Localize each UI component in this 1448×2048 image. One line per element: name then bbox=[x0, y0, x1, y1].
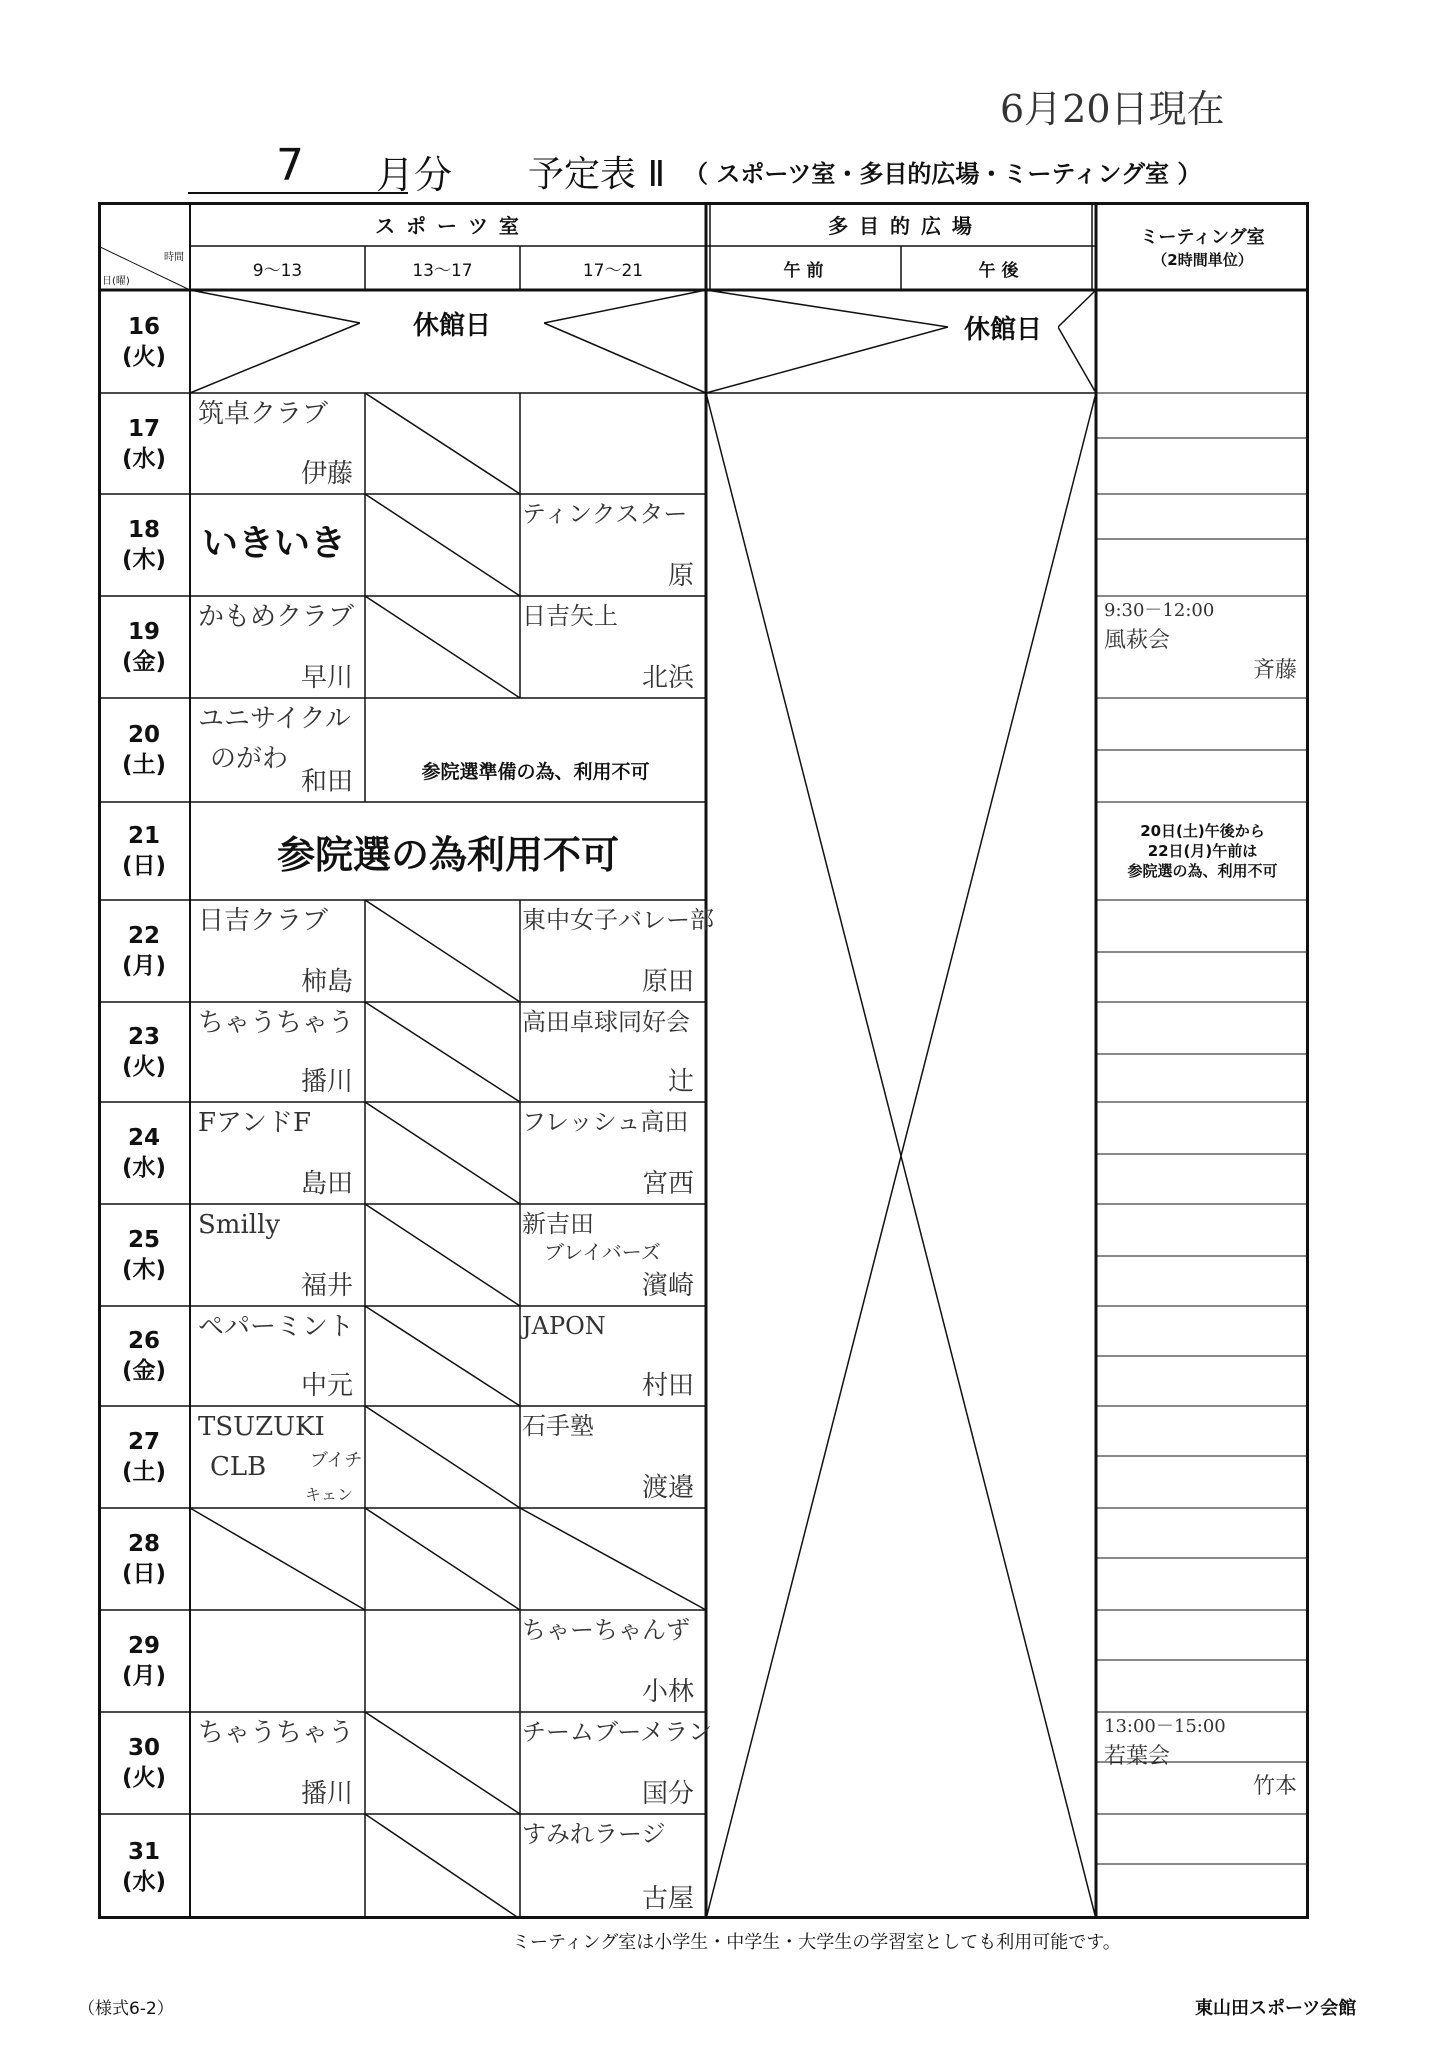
closed-mark bbox=[1058, 290, 1096, 327]
day-number: 30 bbox=[127, 1735, 160, 1761]
booking-group: ユニサイクル bbox=[198, 704, 351, 734]
day-label-cell bbox=[98, 290, 190, 393]
unavailable-diagonal bbox=[365, 1814, 520, 1919]
slot3-booking bbox=[520, 698, 706, 802]
day-number: 20 bbox=[127, 722, 160, 748]
day-number: 16 bbox=[127, 313, 160, 340]
slot3-booking bbox=[520, 1204, 706, 1306]
booking-group-line2: ブレイバーズ bbox=[544, 1240, 661, 1264]
rooms-subtitle: （ スポーツ室・多目的広場・ミーティング室 ） bbox=[684, 160, 1202, 188]
booking-group: FアンドF bbox=[198, 1108, 312, 1138]
day-number: 22 bbox=[127, 923, 160, 949]
booking-group-line2: のがわ bbox=[210, 744, 289, 774]
slot3-booking bbox=[520, 1814, 706, 1919]
day-number: 27 bbox=[127, 1429, 160, 1455]
day-label-cell bbox=[98, 393, 190, 494]
booking-contact: 辻 bbox=[667, 1066, 694, 1097]
day-label-cell bbox=[98, 1204, 190, 1306]
booking-contact: 北浜 bbox=[641, 662, 694, 693]
booking-contact: 原田 bbox=[641, 966, 694, 997]
unavailable-diagonal bbox=[365, 393, 520, 494]
booking-group: ちゃうちゃう bbox=[198, 1718, 355, 1748]
day-label-cell bbox=[98, 1306, 190, 1406]
booking-contact: 古屋 bbox=[641, 1883, 694, 1914]
day-of-week: (金) bbox=[121, 1358, 167, 1384]
booking-group: 東中女子バレー部 bbox=[522, 906, 714, 934]
slot1-booking bbox=[190, 1712, 365, 1814]
booking-contact: 渡邉 bbox=[641, 1472, 694, 1503]
slot1-booking bbox=[190, 1306, 365, 1406]
booking-contact: 村田 bbox=[641, 1370, 694, 1401]
day-label-cell bbox=[98, 1102, 190, 1204]
booking-group: 筑卓クラブ bbox=[198, 399, 329, 429]
booking-contact: 早川 bbox=[300, 662, 353, 693]
slot1-booking bbox=[190, 393, 365, 494]
slot1-booking bbox=[190, 698, 365, 802]
as-of-date: 6月20日現在 bbox=[1000, 87, 1225, 131]
slot3-booking bbox=[520, 1610, 706, 1712]
booking-group: Smilly bbox=[198, 1210, 281, 1240]
slot1-booking bbox=[190, 1102, 365, 1204]
booking-group: ティンクスター bbox=[522, 500, 688, 528]
meeting-room-label: ミーティング室 bbox=[1140, 226, 1265, 248]
booking-group: 日吉クラブ bbox=[198, 906, 329, 936]
day-of-week: (月) bbox=[121, 1663, 167, 1689]
booking-contact: キェン bbox=[304, 1484, 353, 1504]
day-of-week: (日) bbox=[121, 1561, 167, 1587]
slot3-booking bbox=[520, 494, 706, 596]
unavailable-diagonal bbox=[365, 1406, 520, 1508]
booking-group: TSUZUKI bbox=[198, 1412, 325, 1442]
slot3-booking bbox=[520, 290, 706, 393]
booking-contact: 国分 bbox=[641, 1778, 694, 1809]
day-number: 21 bbox=[127, 823, 160, 849]
booking-contact: 伊藤 bbox=[300, 458, 353, 489]
day-of-week: (火) bbox=[121, 1765, 167, 1791]
header-plaza: 多 目 的 広 場 bbox=[828, 213, 974, 238]
day-label-cell bbox=[98, 1610, 190, 1712]
slot3-booking bbox=[520, 1002, 706, 1102]
slot-13-17: 13～17 bbox=[412, 260, 473, 281]
slot3-booking bbox=[520, 1102, 706, 1204]
booking-contact: 和田 bbox=[300, 766, 353, 797]
booking-group: 風萩会 bbox=[1104, 628, 1171, 653]
booking-contact: 原 bbox=[667, 560, 694, 591]
booking-contact: 島田 bbox=[300, 1168, 353, 1199]
booking-contact: 播川 bbox=[300, 1778, 353, 1809]
day-number: 23 bbox=[127, 1024, 160, 1050]
slot1-booking bbox=[190, 1406, 365, 1508]
day-label-cell bbox=[98, 1508, 190, 1610]
slot3-booking bbox=[520, 802, 706, 900]
booking-contact: 福井 bbox=[300, 1270, 353, 1301]
notice-20-election-prep: 参院選準備の為、利用不可 bbox=[421, 760, 650, 783]
notice-meeting-election: 20日(土)午後から 22日(月)午前は 参院選の為、利用不可 bbox=[1127, 822, 1278, 880]
header-sports-room: ス ポ ー ツ 室 bbox=[375, 213, 521, 238]
slot1-booking bbox=[190, 802, 365, 900]
footer-note: ミーティング室は小学生・中学生・大学生の学習室としても利用可能です。 bbox=[512, 1932, 1121, 1953]
meeting-room-unit: （2時間単位） bbox=[1152, 250, 1253, 269]
booking-group: かもめクラブ bbox=[198, 602, 355, 632]
closed-label-plaza: 休館日 bbox=[948, 310, 1058, 344]
day-label-cell bbox=[98, 1002, 190, 1102]
day-number: 31 bbox=[127, 1838, 160, 1865]
month-suffix: 月分 bbox=[376, 153, 453, 197]
slot1-booking bbox=[190, 1002, 365, 1102]
header-meeting-room bbox=[1096, 202, 1309, 290]
booking-time: 13:00－15:00 bbox=[1104, 1716, 1226, 1737]
day-label-cell bbox=[98, 1814, 190, 1919]
day-number: 26 bbox=[127, 1328, 160, 1354]
slot-17-21: 17～21 bbox=[582, 260, 644, 281]
unavailable-diagonal bbox=[365, 1002, 520, 1102]
day-number: 19 bbox=[127, 619, 160, 645]
day-label-cell bbox=[98, 900, 190, 1002]
unavailable-diagonal bbox=[365, 596, 520, 698]
day-of-week: (水) bbox=[121, 1155, 167, 1181]
booking-group: ちゃーちゃんず bbox=[522, 1616, 690, 1644]
month-number: 7 bbox=[276, 140, 304, 191]
day-of-week: (金) bbox=[121, 649, 167, 675]
slot1-booking bbox=[190, 1508, 365, 1610]
booking-contact: 中元 bbox=[300, 1370, 353, 1401]
booking-group: すみれラージ bbox=[522, 1820, 666, 1848]
booking-group: ちゃうちゃう bbox=[198, 1008, 355, 1038]
day-label-cell bbox=[98, 1406, 190, 1508]
slot1-booking bbox=[190, 1204, 365, 1306]
day-of-week: (土) bbox=[121, 1459, 167, 1485]
facility-name: 東山田スポーツ会館 bbox=[1195, 1998, 1357, 2019]
booking-group-line3: ブイチ bbox=[310, 1450, 363, 1471]
day-of-week: (木) bbox=[121, 547, 167, 573]
booking-contact: 播川 bbox=[300, 1066, 353, 1097]
corner-cell bbox=[98, 246, 190, 290]
slot1-booking bbox=[190, 494, 365, 596]
unavailable-diagonal bbox=[365, 1508, 520, 1610]
slot3-booking bbox=[520, 900, 714, 1002]
day-label-cell bbox=[98, 494, 190, 596]
day-of-week: (日) bbox=[121, 853, 167, 879]
slot3-booking bbox=[520, 596, 706, 698]
slot-pm: 午 後 bbox=[978, 260, 1019, 281]
meeting-booking bbox=[1096, 1712, 1309, 1814]
time-label: 時間 bbox=[164, 252, 184, 263]
unavailable-diagonal bbox=[365, 1306, 520, 1406]
day-of-week: (火) bbox=[121, 343, 167, 370]
booking-group-large: いきいき bbox=[202, 523, 347, 564]
slot1-booking bbox=[190, 1610, 365, 1712]
day-of-week: (月) bbox=[121, 953, 167, 979]
booking-contact: 柿島 bbox=[300, 966, 353, 997]
day-number: 18 bbox=[127, 517, 160, 543]
schedule-table bbox=[98, 202, 1309, 1919]
day-number: 28 bbox=[127, 1531, 160, 1557]
day-label-cell bbox=[98, 698, 190, 802]
slot3-booking bbox=[520, 393, 706, 494]
month-underline bbox=[188, 192, 408, 194]
notice-21-election: 参院選の為利用不可 bbox=[276, 832, 619, 877]
slot1-booking bbox=[190, 1814, 365, 1919]
day-label-cell bbox=[98, 802, 190, 900]
closed-mark bbox=[706, 327, 948, 393]
booking-group: 日吉矢上 bbox=[522, 602, 618, 630]
booking-group: JAPON bbox=[522, 1312, 606, 1340]
booking-contact: 竹本 bbox=[1252, 1773, 1297, 1799]
booking-contact: 斉藤 bbox=[1252, 657, 1297, 683]
booking-group: 高田卓球同好会 bbox=[522, 1008, 690, 1036]
unavailable-diagonal bbox=[365, 1712, 520, 1814]
closed-label-sports: 休館日 bbox=[360, 306, 544, 340]
slot-am: 午 前 bbox=[783, 260, 824, 281]
page-title: 予定表 Ⅱ bbox=[528, 154, 666, 195]
booking-contact: 宮西 bbox=[641, 1168, 694, 1199]
day-label: 日(曜) bbox=[102, 276, 130, 287]
day-number: 17 bbox=[127, 415, 160, 442]
slot3-booking bbox=[520, 1306, 706, 1406]
day-number: 29 bbox=[127, 1633, 160, 1659]
day-of-week: (水) bbox=[121, 1868, 167, 1895]
booking-time: 9:30－12:00 bbox=[1104, 600, 1215, 621]
form-number: （様式6-2） bbox=[78, 1999, 174, 2019]
booking-group: チームブーメラン bbox=[522, 1718, 713, 1746]
day-number: 25 bbox=[127, 1227, 160, 1253]
day-of-week: (土) bbox=[121, 752, 167, 778]
booking-group: 新吉田 bbox=[522, 1210, 594, 1238]
slot1-booking bbox=[190, 596, 365, 698]
unavailable-diagonal bbox=[365, 900, 520, 1002]
day-label-cell bbox=[98, 1712, 190, 1814]
day-of-week: (木) bbox=[121, 1257, 167, 1283]
slot1-booking bbox=[190, 290, 365, 393]
slot-9-13: 9～13 bbox=[252, 260, 303, 281]
day-label-cell bbox=[98, 596, 190, 698]
closed-mark bbox=[1058, 327, 1096, 393]
slot3-booking bbox=[520, 1406, 706, 1508]
unavailable-diagonal bbox=[365, 1102, 520, 1204]
booking-contact: 濱崎 bbox=[641, 1270, 694, 1301]
closed-mark bbox=[706, 290, 948, 327]
unavailable-diagonal bbox=[365, 494, 520, 596]
slot3-booking bbox=[520, 1712, 713, 1814]
day-of-week: (火) bbox=[121, 1054, 167, 1080]
booking-group: フレッシュ高田 bbox=[522, 1108, 689, 1136]
booking-group-line2: CLB bbox=[210, 1452, 267, 1482]
day-of-week: (水) bbox=[121, 445, 167, 472]
slot1-booking bbox=[190, 900, 365, 1002]
booking-group: ペパーミント bbox=[198, 1312, 355, 1342]
booking-contact: 小林 bbox=[641, 1676, 694, 1707]
unavailable-diagonal bbox=[365, 1204, 520, 1306]
booking-group: 石手塾 bbox=[522, 1412, 594, 1440]
day-number: 24 bbox=[127, 1125, 160, 1151]
meeting-booking bbox=[1096, 596, 1309, 698]
booking-group: 若葉会 bbox=[1104, 1744, 1171, 1769]
slot3-booking bbox=[520, 1508, 706, 1610]
